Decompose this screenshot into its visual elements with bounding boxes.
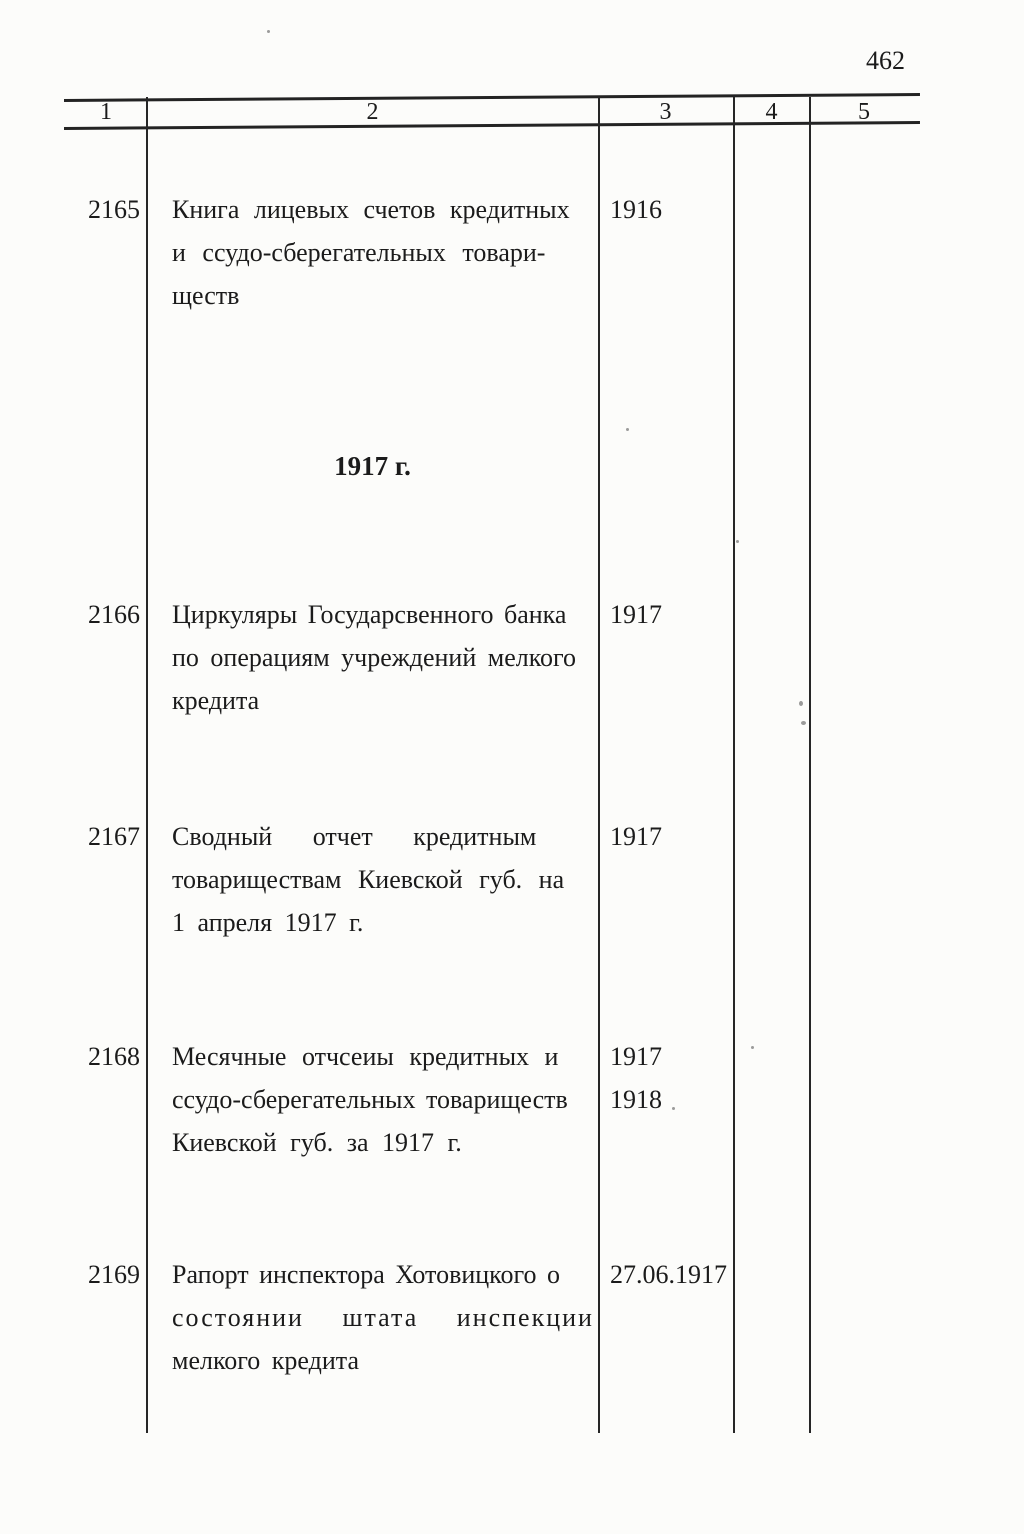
entry-dates [610,188,740,231]
column-header-1: 1 [100,99,112,125]
column-header-4: 4 [765,99,778,125]
description-line: Месячные отчсеиы кредитных и [172,1042,559,1071]
entry-description [172,1035,584,1164]
page-number: 462 [866,46,905,75]
description-line: состоянии штата инспекции [172,1303,594,1332]
entry-date: 1917 [610,822,662,851]
description-line: и ссудо-сберегательных товари- [172,238,546,267]
entry-date: 27.06.1917 [610,1260,727,1289]
column-header-5: 5 [858,99,870,125]
scan-speck [801,721,806,725]
entry-dates [610,1035,740,1121]
scan-speck [672,1107,675,1110]
description-line: Рапорт инспектора Хотовицкого о [172,1260,561,1289]
description-line: Циркуляры Государсвенного банка [172,600,567,629]
entry-number: 2168 [88,1042,140,1071]
scan-speck [751,1046,754,1049]
description-line: ссудо-сберегательных товариществ [172,1085,568,1114]
description-line: товариществам Киевской губ. на [172,865,565,894]
column-divider [809,97,811,1433]
description-line: Киевской губ. за 1917 г. [172,1128,462,1157]
scan-speck [267,30,270,33]
entry-date: 1917 [610,600,662,629]
entry-dates [610,815,740,858]
scan-speck [799,701,803,706]
description-line: Книга лицевых счетов кредитных [172,195,570,224]
entry-description [172,815,584,944]
entry-description [172,188,584,317]
entry-date: 1917 [610,1042,662,1071]
entry-description [172,1253,594,1382]
column-divider [733,97,735,1433]
entry-number: 2169 [88,1260,140,1289]
description-line: по операциям учреждений мелкого [172,643,577,672]
scan-speck [626,428,629,431]
entry-number: 2167 [88,822,140,851]
entry-number: 2166 [88,600,140,629]
scan-speck [736,540,739,543]
column-header-3: 3 [659,99,672,125]
entry-description [172,593,584,722]
column-divider [146,97,148,1433]
description-line: кредита [172,686,260,715]
description-line: Сводный отчет кредитным [172,822,537,851]
description-line: 1 апреля 1917 г. [172,908,364,937]
entry-dates [610,593,740,636]
entry-number: 2165 [88,195,140,224]
entry-dates [610,1253,740,1296]
entry-date: 1916 [610,195,662,224]
year-section-heading: 1917 г. [334,451,411,481]
description-line: мелкого кредита [172,1346,359,1375]
entry-date: 1918 [610,1085,662,1114]
description-line: ществ [172,281,240,310]
column-header-2: 2 [366,99,379,125]
column-divider [598,97,600,1433]
